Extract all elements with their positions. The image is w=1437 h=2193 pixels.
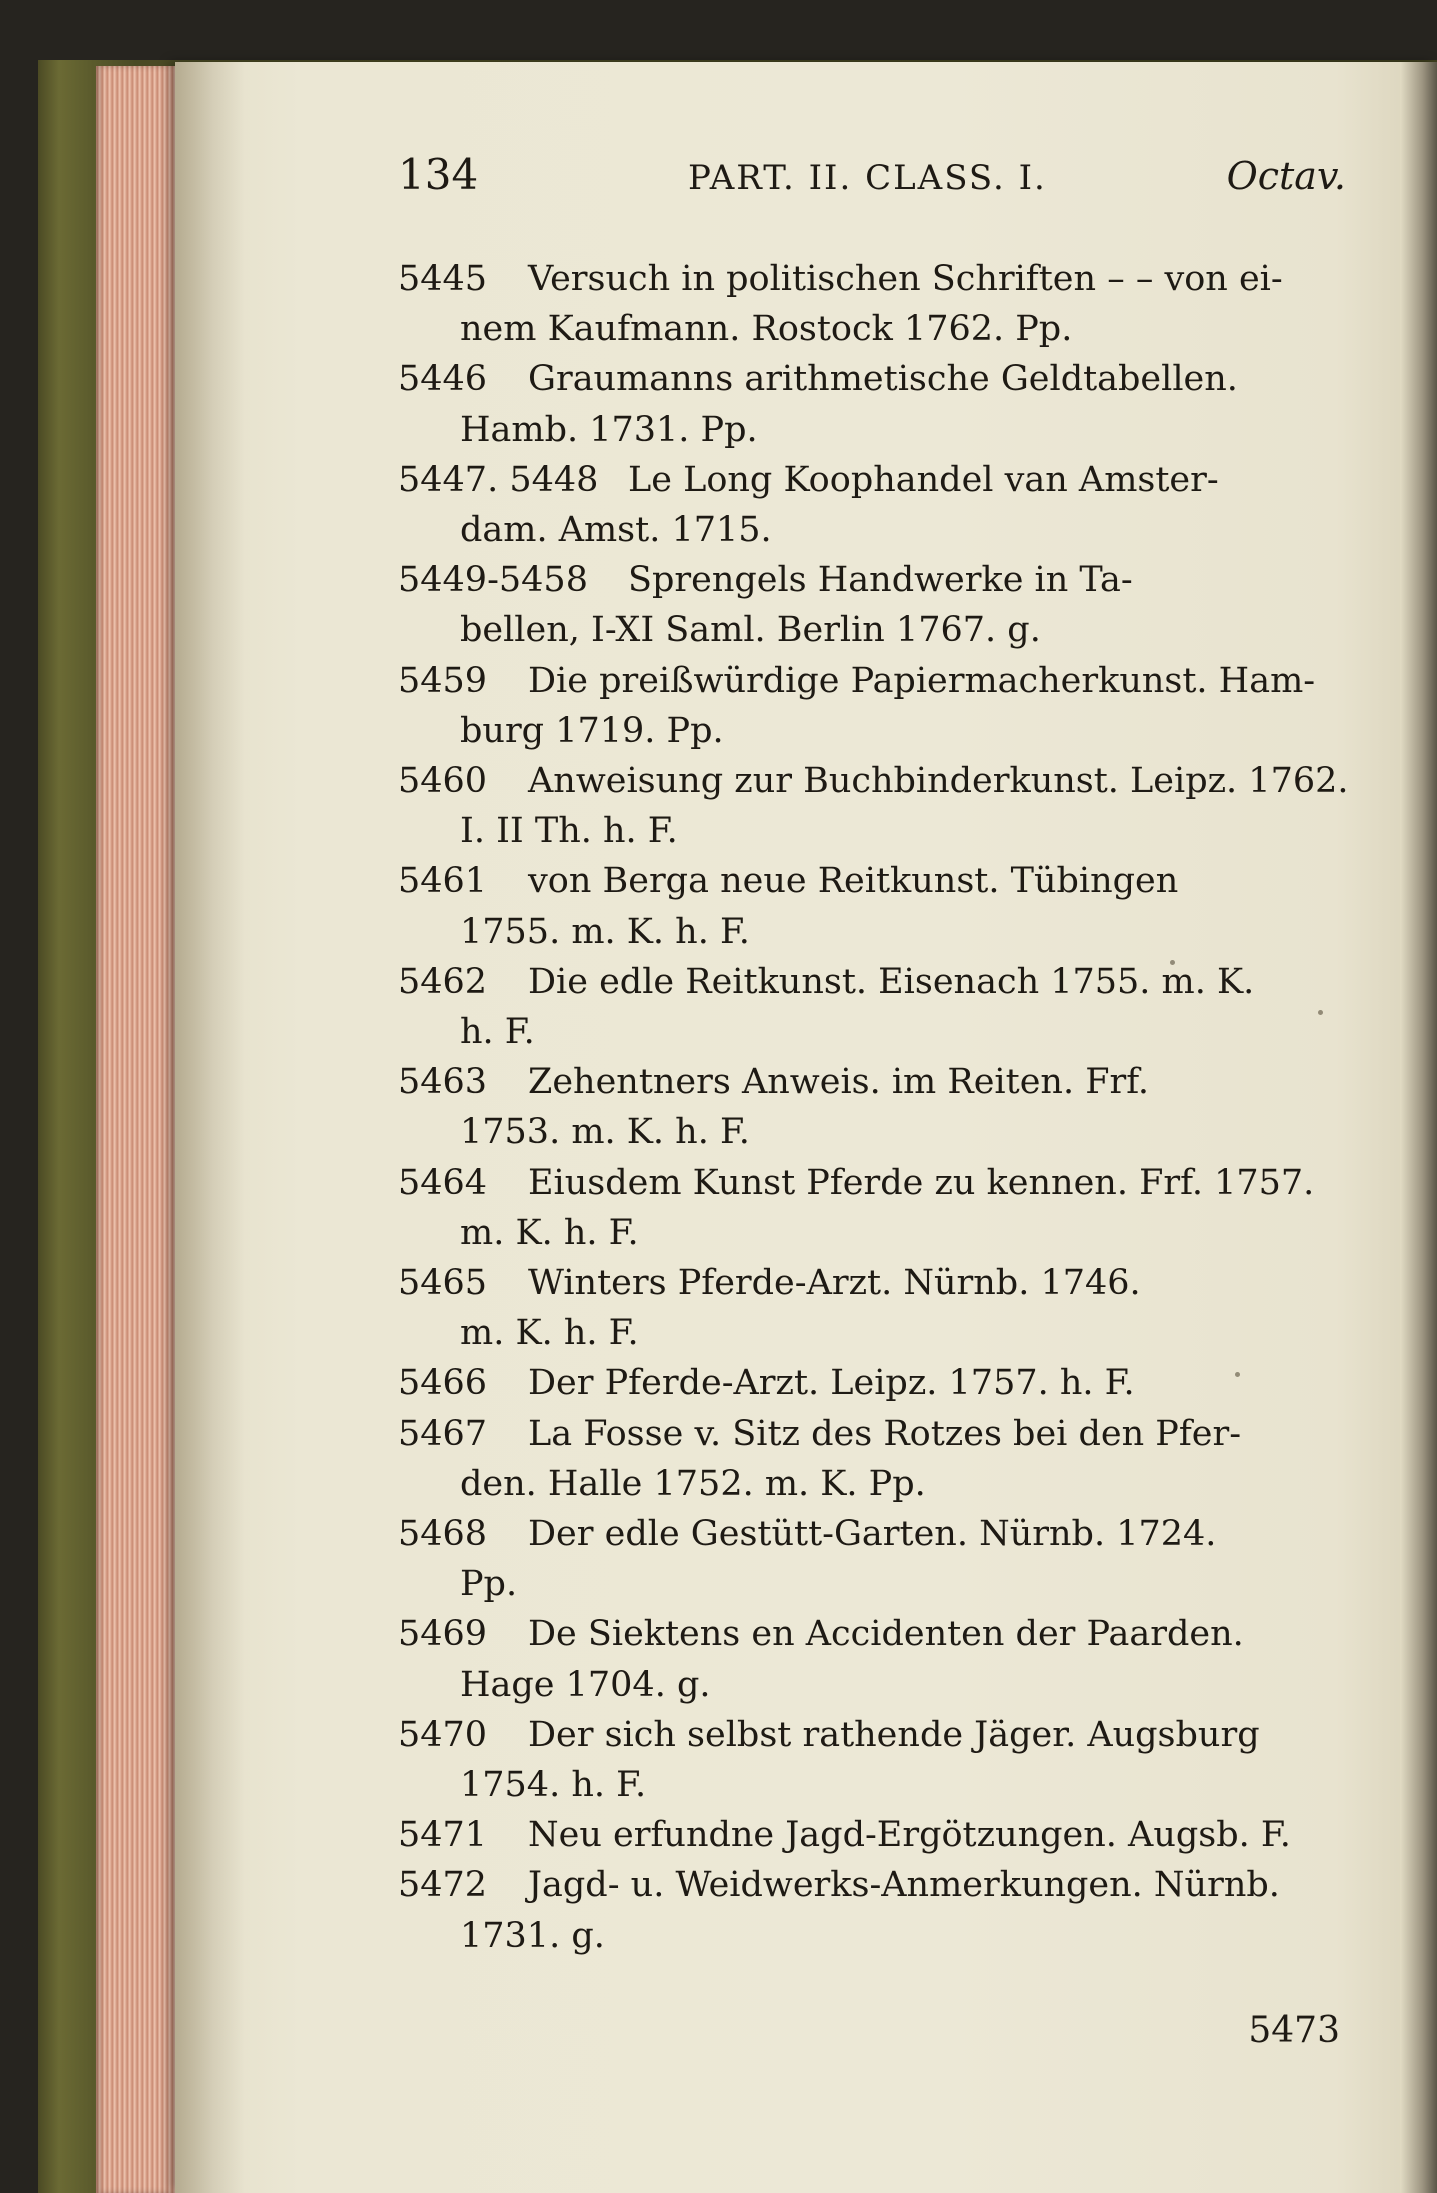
entry-text: Eiusdem Kunst Pferde zu kennen. Frf. 1757.: [528, 1162, 1315, 1203]
page-number: 134: [398, 150, 479, 199]
page-gutter-shadow: [175, 62, 245, 2193]
entry-text: den. Halle 1752. m. K. Pp.: [460, 1463, 926, 1504]
catalog-line: [398, 304, 1072, 354]
entry-number: 5471: [398, 1815, 488, 1856]
catalog-line: [398, 957, 1254, 1007]
entry-text: Sprengels Handwerke in Ta-: [628, 560, 1133, 601]
paper-fleck: [1235, 1372, 1240, 1377]
catalog-line: [398, 1710, 1260, 1760]
catalog-line: [398, 1007, 535, 1057]
entry-text: La Fosse v. Sitz des Rotzes bei den Pfer-: [528, 1413, 1242, 1454]
entry-number: 5445: [398, 259, 488, 299]
entry-text: 1755. m. K. h. F.: [460, 911, 750, 952]
entry-number: 5462: [398, 961, 488, 1002]
catalog-line: [398, 455, 1219, 505]
catalog-line: [398, 1358, 1135, 1408]
catalog-line: [398, 505, 772, 555]
entry-number: 5446: [398, 359, 488, 400]
entry-text: Hage 1704. g.: [460, 1664, 711, 1705]
catalog-line: [398, 1258, 1141, 1308]
entry-text: 1731. g.: [460, 1915, 605, 1956]
entry-text: Anweisung zur Buchbinderkunst. Leipz. 1762.: [528, 761, 1349, 801]
entry-text: Zehentners Anweis. im Reiten. Frf.: [528, 1062, 1150, 1103]
catalog-line: [398, 1208, 639, 1258]
catalog-line: [398, 1911, 605, 1961]
catalog-line: [398, 1860, 1280, 1910]
catchword: 5473: [1248, 2010, 1340, 2051]
entry-text: Der edle Gestütt-Garten. Nürnb. 1724.: [528, 1514, 1217, 1554]
catalog-line: [398, 1509, 1216, 1559]
page-header: [398, 150, 1358, 230]
entry-number: 5463: [398, 1062, 488, 1103]
entry-text: Der Pferde-Arzt. Leipz. 1757. h. F.: [528, 1363, 1135, 1404]
entry-number: 5472: [398, 1865, 488, 1906]
section-label: Octav.: [1226, 154, 1346, 198]
entry-number: 5459: [398, 660, 488, 701]
entry-text: burg 1719. Pp.: [460, 710, 724, 751]
catalog-line: [398, 656, 1315, 706]
entry-text: Jagd- u. Weidwerks-Anmerkungen. Nürnb.: [528, 1865, 1280, 1906]
entry-text: Graumanns arithmetische Geldtabellen.: [528, 359, 1238, 400]
entry-number: 5469: [398, 1614, 488, 1655]
catalog-line: [398, 1308, 639, 1358]
entry-text: nem Kaufmann. Rostock 1762. Pp.: [460, 309, 1073, 350]
entry-text: dam. Amst. 1715.: [460, 510, 772, 550]
entry-text: h. F.: [460, 1012, 535, 1052]
entry-text: Die edle Reitkunst. Eisenach 1755. m. K.: [528, 961, 1255, 1002]
entry-number: 5447. 5448: [398, 459, 599, 500]
running-head: PART. II. CLASS. I.: [688, 158, 1047, 198]
page-right-edge: [1400, 62, 1437, 2193]
catalog-line: [398, 1057, 1149, 1107]
entry-text: von Berga neue Reitkunst. Tübingen: [528, 861, 1179, 902]
catalog-line: [398, 856, 1178, 906]
entry-text: 1754. h. F.: [460, 1765, 647, 1805]
catalog-line: [398, 354, 1238, 404]
paper-fleck: [1318, 1010, 1323, 1015]
entry-text: Le Long Koophandel van Amster-: [628, 459, 1219, 500]
entry-text: Hamb. 1731. Pp.: [460, 409, 758, 450]
catalog-line: [398, 1559, 517, 1609]
entry-number: 5470: [398, 1714, 488, 1755]
catalog-line: [398, 1609, 1244, 1659]
catalog-line: [398, 1459, 926, 1509]
catalog-line: [398, 907, 750, 957]
catalog-line: [398, 555, 1133, 605]
catalog-line: [398, 1158, 1314, 1208]
catalog-line: [398, 806, 678, 856]
entry-text: 1753. m. K. h. F.: [460, 1112, 750, 1153]
entry-text: Versuch in politischen Schriften – – von ei-: [528, 259, 1283, 299]
catalog-line: [398, 1760, 646, 1810]
entry-number: 5464: [398, 1162, 488, 1203]
catalog-line: [398, 254, 1283, 304]
entry-number: 5465: [398, 1263, 488, 1303]
catalog-line: [398, 1409, 1241, 1459]
catalog-line: [398, 1107, 750, 1157]
entry-text: Neu erfundne Jagd-Ergötzungen. Augsb. F.: [528, 1815, 1291, 1856]
entry-text: Pp.: [460, 1564, 518, 1605]
entry-number: 5468: [398, 1514, 488, 1554]
entry-number: 5467: [398, 1413, 488, 1454]
entry-text: I. II Th. h. F.: [460, 811, 678, 852]
entry-text: Der sich selbst rathende Jäger. Augsburg: [528, 1714, 1260, 1755]
catalog-line: [398, 1660, 711, 1710]
entry-number: 5460: [398, 761, 488, 801]
catalog-line: [398, 405, 758, 455]
catalog-line: [398, 706, 724, 756]
entry-number: 5449-5458: [398, 560, 588, 601]
entry-number: 5466: [398, 1363, 488, 1404]
entry-number: 5461: [398, 861, 488, 902]
entry-text: Die preißwürdige Papiermacherkunst. Ham-: [528, 660, 1316, 701]
catalog-line: [398, 605, 1041, 655]
entry-text: De Siektens en Accidenten der Paarden.: [528, 1614, 1244, 1655]
entry-text: m. K. h. F.: [460, 1212, 639, 1253]
entry-text: bellen, I-XI Saml. Berlin 1767. g.: [460, 610, 1041, 651]
entry-text: Winters Pferde-Arzt. Nürnb. 1746.: [528, 1263, 1141, 1303]
catalog-line: [398, 756, 1349, 806]
entry-text: m. K. h. F.: [460, 1313, 639, 1354]
catalog-line: [398, 1810, 1291, 1860]
